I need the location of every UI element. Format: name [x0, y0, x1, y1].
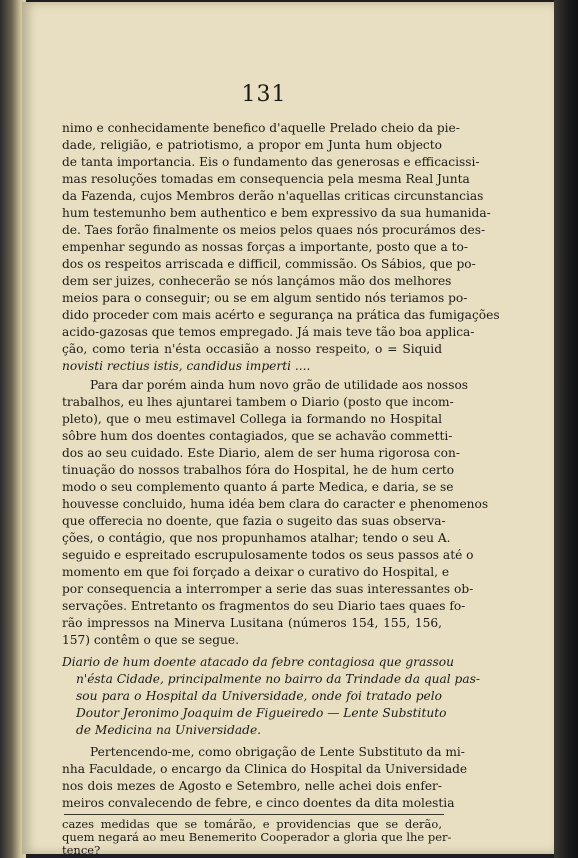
text-line: 157) contêm o que se segue. [62, 633, 239, 647]
text-line: da Fazenda, cujos Membros derão n'aquellas criticas circunstancias [62, 189, 484, 203]
diary-heading-line: de Medicina na Universidade. [76, 723, 262, 737]
text-line: de tanta importancia. Eis o fundamento das generosas e efficacissi- [62, 155, 480, 169]
text-line: ção, como teria n'ésta occasião a nosso respeito, o = Siquid [62, 342, 442, 356]
page-edge-shadow [554, 0, 578, 858]
text-line: dem ser juizes, conhecerão se nós lançámos mão dos melhores [62, 274, 452, 288]
text-line: houvesse concluido, huma idéa bem clara do caracter e phenomenos [62, 497, 489, 511]
text-line: Pertencendo-me, como obrigação de Lente Substituto da mi- [90, 745, 465, 759]
footnote-line: quem negará ao meu Benemerito Cooperador a gloria que lhe per- [62, 830, 452, 844]
text-line: novisti rectius istis, candidus imperti .... [62, 359, 311, 373]
text-line: tinuação do nossos trabalhos fóra do Hospital, he de hum certo [62, 463, 455, 477]
text-line: Para dar porém ainda hum novo grão de utilidade aos nossos [90, 378, 469, 392]
footnote-line: tence? [62, 843, 101, 857]
text-line: rão impressos na Minerva Lusitana (números 154, 155, 156, [62, 616, 442, 630]
text-line: pleto), que o meu estimavel Collega ia formando no Hospital [62, 412, 442, 426]
text-line: acido-gazosas que temos empregado. Já mais teve tão boa applica- [62, 325, 475, 339]
text-line: dos os respeitos arriscada e difficil, commissão. Os Sábios, que po- [62, 257, 476, 271]
text-line: nha Faculdade, o encargo da Clinica do Hospital da Universidade [62, 762, 468, 776]
text-line: sôbre hum dos doentes contagiados, que se achavão commetti- [62, 429, 453, 443]
text-line: meiros convalecendo de febre, e cinco doentes da dita molestia [62, 796, 455, 810]
footnote-rule [64, 814, 444, 815]
diary-heading-line: sou para o Hospital da Universidade, onde foi tratado pelo [76, 689, 442, 703]
text-line: servações. Entretanto os fragmentos do seu Diario taes quaes fo- [62, 599, 466, 613]
text-line: dido proceder com mais acérto e segurança na prática das fumigações [62, 308, 500, 322]
text-line: que offerecia no doente, que fazia o sugeito das suas observa- [62, 514, 446, 528]
text-line: momento em que foi forçado a deixar o curativo do Hospital, e [62, 565, 450, 579]
text-line: nos dois mezes de Agosto e Setembro, nelle achei dois enfer- [62, 779, 442, 793]
diary-heading-line: Diario de hum doente atacado da febre contagiosa que grassou [62, 655, 454, 669]
text-line: hum testemunho bem authentico e bem expressivo da sua humanida- [62, 206, 491, 220]
diary-heading-line: n'ésta Cidade, principalmente no bairro da Trindade da qual pas- [76, 672, 480, 686]
text-line: dos ao seu cuidado. Este Diario, alem de ser huma rigorosa con- [62, 446, 460, 460]
text-line: modo o seu complemento quanto á parte Medica, e daria, se se [62, 480, 454, 494]
text-line: mas resoluções tomadas em consequencia pela mesma Real Junta [62, 172, 470, 186]
text-line: empenhar segundo as nossas forças a importante, posto que a to- [62, 240, 468, 254]
text-line: de. Taes forão finalmente os meios pelos quaes nós procurámos des- [62, 223, 486, 237]
text-line: por consequencia a interromper a serie das suas interessantes ob- [62, 582, 474, 596]
text-line: seguido e espreitado escrupulosamente todos os seus passos até o [62, 548, 474, 562]
text-line: meios para o conseguir; ou se em algum sentido nós teriamos po- [62, 291, 468, 305]
page-number: 131 [241, 82, 287, 107]
text-line: trabalhos, eu lhes ajuntarei tambem o Diario (posto que incom- [62, 395, 454, 409]
text-line: ções, o contágio, que nos propunhamos atalhar; tendo o seu A. [62, 531, 451, 545]
text-line: nimo e conhecidamente benefico d'aquelle Prelado cheio da pie- [62, 121, 460, 135]
text-line: dade, religião, e patriotismo, a propor em Junta hum objecto [62, 138, 442, 152]
diary-heading-line: Doutor Jeronimo Joaquim de Figueiredo — Lente Substituto [76, 706, 447, 720]
footnote-line: cazes medidas que se tomárão, e providencias que se derão, [62, 817, 442, 831]
